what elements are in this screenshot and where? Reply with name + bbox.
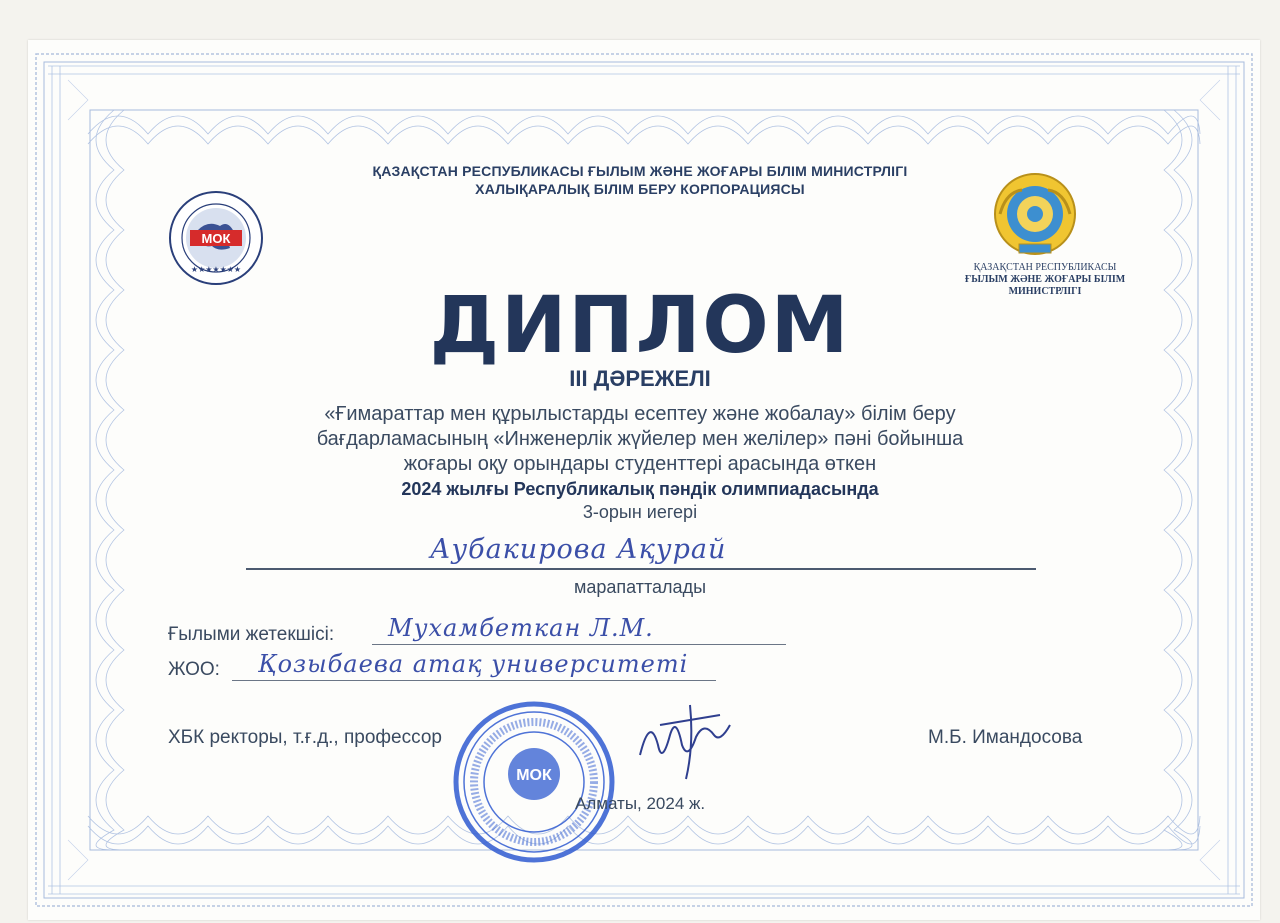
stamp-logo-text: МОК (516, 767, 552, 784)
coat-caption-line2: ҒЫЛЫМ ЖӘНЕ ЖОҒАРЫ БІЛІМ (964, 274, 1126, 285)
svg-text:★★★★★★★: ★★★★★★★ (190, 265, 242, 274)
rector-title: ХБК ректоры, т.ғ.д., профессор (168, 727, 442, 748)
ministry-line2: ХАЛЫҚАРАЛЫҚ БІЛІМ БЕРУ КОРПОРАЦИЯСЫ (475, 181, 805, 197)
university-label: ЖОО: (168, 659, 220, 680)
diploma-degree: ІІІ ДӘРЕЖЕЛІ (569, 366, 711, 391)
diploma-description (0, 402, 1280, 502)
coat-caption-line1: ҚАЗАҚСТАН РЕСПУБЛИКАСЫ (973, 262, 1117, 273)
supervisor-value: Мухамбеткан Л.М. (388, 614, 654, 642)
description-line1: «Ғимараттар мен құрылыстарды есептеу және жобалау» білім беру (324, 403, 956, 425)
diploma-title: ДИПЛОМ (429, 281, 851, 371)
rector-signature (630, 695, 750, 785)
description-line2: бағдарламасының «Инженерлік жүйелер мен желілер» пәні бойынша (316, 428, 964, 450)
city-date: Алматы, 2024 ж. (575, 794, 706, 813)
supervisor-label: Ғылыми жетекшісі: (168, 624, 335, 645)
description-line4: 2024 жылғы Республикалық пәндік олимпиадасында (401, 479, 879, 499)
university-value: Қозыбаева атақ университеті (258, 650, 689, 678)
place-text: 3-орын иегері (582, 502, 698, 522)
coat-caption-line3: МИНИСТРЛІГІ (1008, 286, 1082, 297)
winner-name: Аубакирова Ақурай (430, 534, 727, 565)
ministry-line1: ҚАЗАҚСТАН РЕСПУБЛИКАСЫ ҒЫЛЫМ ЖӘНЕ ЖОҒАРЫ БІЛІМ МИНИСТРЛІГІ (372, 163, 908, 179)
official-stamp (436, 700, 632, 866)
university-underline (232, 680, 716, 681)
rector-name: М.Б. Имандосова (928, 727, 1083, 748)
winner-underline (246, 568, 1036, 570)
awarded-text: марапатталады (573, 577, 707, 597)
ministry-header (0, 162, 1280, 198)
mok-logo-text: МОК (201, 231, 231, 246)
description-line3: жоғары оқу орындары студенттері арасында өткен (403, 453, 877, 475)
supervisor-underline (372, 644, 786, 645)
mok-logo (168, 190, 264, 286)
